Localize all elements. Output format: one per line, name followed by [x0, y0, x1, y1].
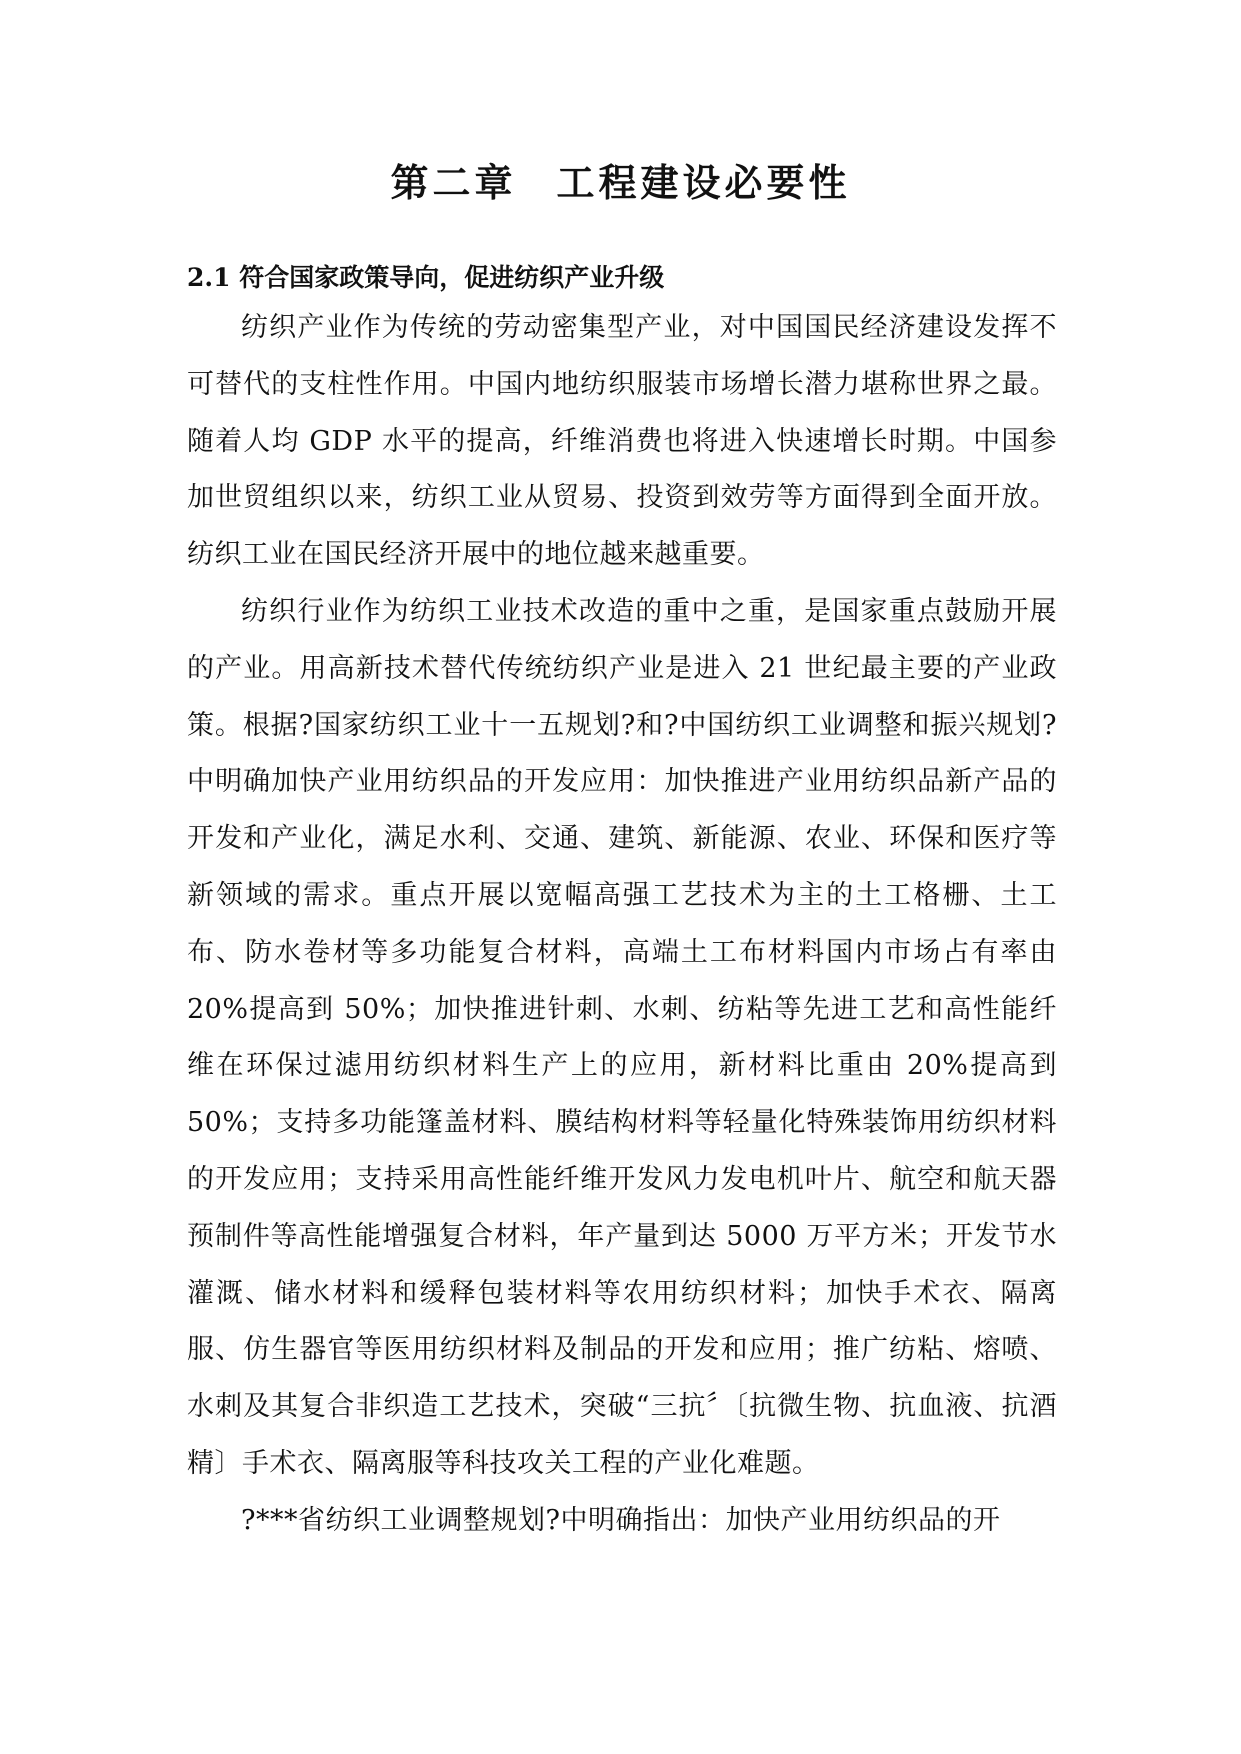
paragraph-3: ?***省纺织工业调整规划?中明确指出：加快产业用纺织品的开: [241, 1504, 1001, 1536]
section-body: [187, 258, 1057, 1550]
paragraph-2: 纺织行业作为纺织工业技术改造的重中之重，是国家重点鼓励开展的产业。用高新技术替代传统纺织产业是进入 21 世纪最主要的产业政策。根据?国家纺织工业十一五规划?和?中国纺织工业调整和振兴规划?中明确加快产业用纺织品的开发应用：加快推进产业用纺织品新产品的开发和产业化，满足水利、交通、建筑、新能源、农业、环保和医疗等新领域的需求。重点开展以宽幅高强工艺技术为主的土工格栅、土工布、防水卷材等多功能复合材料，高端土工布材料国内市场占有率由 20%提高到 50%；加快推进针刺、水刺、纺粘等先进工艺和高性能纤维在环保过滤用纺织材料生产上的应用，新材料比重由 20%提高到 50%；支持多功能篷盖材料、膜结构材料等轻量化特殊装饰用纺织材料的开发应用；支持采用高性能纤维开发风力发电机叶片、航空和航天器预制件等高性能增强复合材料，年产量到达 5000 万平方米；开发节水灌溉、储水材料和缓释包装材料等农用纺织材料；加快手术衣、隔离服、仿生器官等医用纺织材料及制品的开发和应用；推广纺粘、熔喷、水刺及其复合非织造工艺技术，突破“三抗〞〔抗微生物、抗血液、抗酒精〕手术衣、隔离服等科技攻关工程的产业化难题。: [187, 595, 1057, 1479]
chapter-title: [0, 158, 1241, 208]
chapter-name: 工程建设必要性: [556, 160, 851, 205]
section-heading: 2.1 符合国家政策导向，促进纺织产业升级: [187, 263, 665, 292]
paragraph-1: 纺织产业作为传统的劳动密集型产业，对中国国民经济建设发挥不可替代的支柱性作用。中国内地纺织服装市场增长潜力堪称世界之最。随着人均 GDP 水平的提高，纤维消费也将进入快速增长时期。中国参加世贸组织以来，纺织工业从贸易、投资到效劳等方面得到全面开放。纺织工业在国民经济开展中的地位越来越重要。: [187, 312, 1057, 571]
chapter-number: 第二章: [390, 160, 517, 205]
